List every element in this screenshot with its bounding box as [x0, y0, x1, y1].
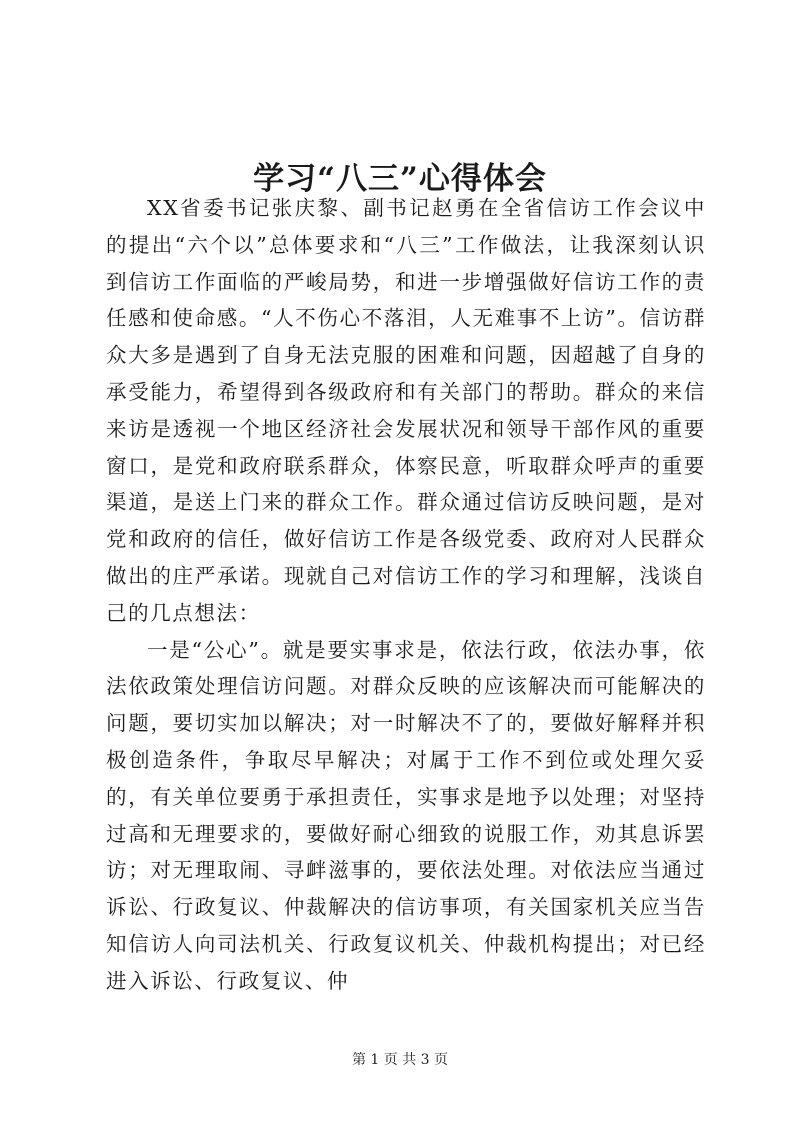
paragraph-point-one: 一是“公心”。就是要实事求是，依法行政，依法办事，依法依政策处理信访问题。对群众反映的应该解决而可能解决的问题，要切实加以解决；对一时解决不了的，要做好解释并积极创造条件，争取尽早解决；对属于工作不到位或处理欠妥的，有关单位要勇于承担责任，实事求是地予以处理；对坚持过高和无理要求的，要做好耐心细致的说服工作，劝其息诉罢访；对无理取闹、寻衅滋事的，要依法处理。对依法应当通过诉讼、行政复议、仲裁解决的信访事项，有关国家机关应当告知信访人向司法机关、行政复议机关、仲裁机构提出；对已经进入诉讼、行政复议、仲: [106, 637, 706, 993]
page-footer: 第 1 页 共 3 页: [351, 1052, 449, 1068]
document-body: [106, 190, 706, 1000]
paragraph-intro: XX省委书记张庆黎、副书记赵勇在全省信访工作会议中的提出“六个以”总体要求和“八三”工作做法，让我深刻认识到信访工作面临的严峻局势，和进一步增强做好信访工作的责任感和使命感。“人不伤心不落泪，人无难事不上访”。信访群众大多是遇到了自身无法克服的困难和问题，因超越了自身的承受能力，希望得到各级政府和有关部门的帮助。群众的来信来访是透视一个地区经济社会发展状况和领导干部作风的重要窗口，是党和政府联系群众，体察民意，听取群众呼声的重要渠道，是送上门来的群众工作。群众通过信访反映问题，是对党和政府的信任，做好信访工作是各级党委、政府对人民群众做出的庄严承诺。现就自己对信访工作的学习和理解，浅谈自己的几点想法：: [106, 196, 706, 625]
document-title: 学习“八三”心得体会: [253, 160, 547, 197]
